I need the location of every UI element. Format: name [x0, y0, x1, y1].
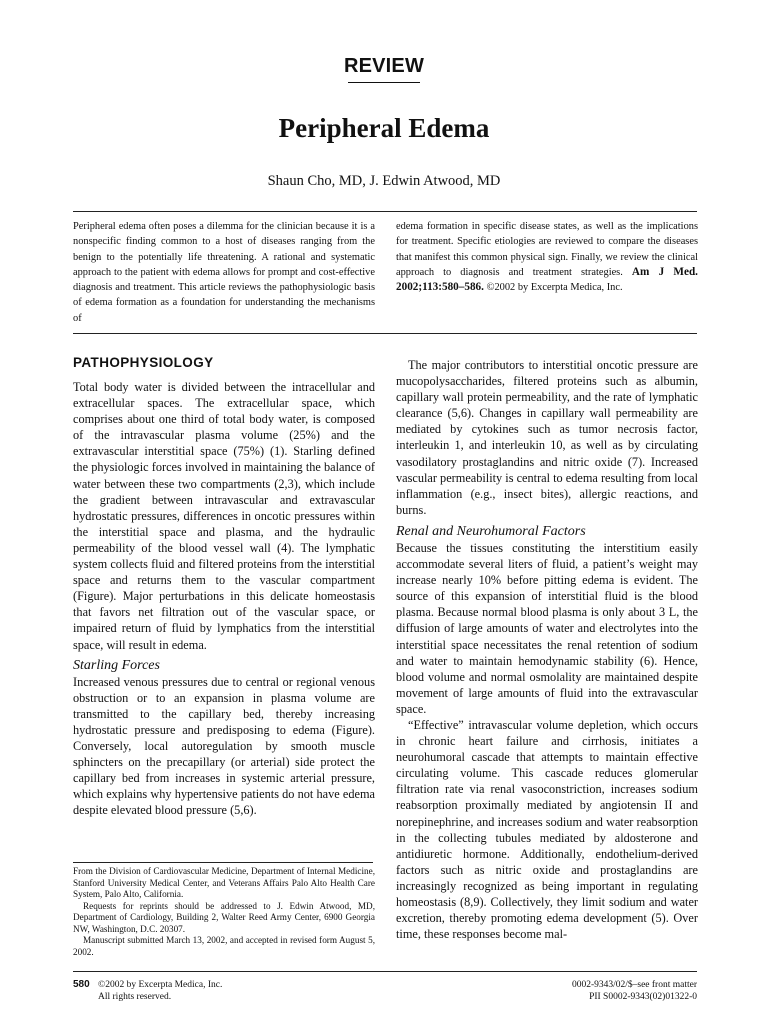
left-body-column — [73, 355, 375, 818]
footer-copyright-line1: ©2002 by Excerpta Medica, Inc. — [98, 980, 223, 990]
abstract-citation: Am J Med. 2002;113:580–586. — [396, 265, 698, 294]
abstract-text-left: Peripheral edema often poses a dilemma for the clinician because it is a nonspecific finding common to a host of diseases ranging from the benign to the potentially life threatening. A rational and systematic approach to the patient with edema allows for prompt and cost-effective diagnosis and treatment. This article reviews the pathophysiologic basis of edema formation as a foundation for understanding the mechanisms of — [73, 221, 375, 324]
paragraph-body-water: Total body water is divided between the intracellular and extracellular spaces. The extracellular space, which comprises about one third of total body water, is composed of the intravascular plasma volume (25%) and the extravascular interstitial space (75%) (1). Starling defined the physiologic forces involved in maintaining the balance of water between these two compartments (2,3), which include the gradient between intravascular and extravascular hydrostatic pressures, differences in oncotic pressures within the interstitial space and plasma, and the hydraulic permeability of the blood vessel wall (4). The lymphatic system collects fluid and filtered proteins from the interstitial space and returns them to the vascular compartment (Figure). Major perturbations in this delicate homeostasis that favors net filtration out of the vascular space, or impaired return of fluid by lymphatics from the interstitial space, will result in edema. — [73, 380, 375, 652]
subheading-renal-neurohumoral: Renal and Neurohumoral Factors — [396, 523, 586, 539]
abstract-right-column — [396, 219, 698, 295]
footer-copyright-line2: All rights reserved. — [98, 992, 172, 1002]
paragraph-effective-volume-depletion: “Effective” intravascular volume depletion, which occurs in chronic heart failure and cirrhosis, initiates a neurohumoral cascade that attempts to maintain effective circulating volume. This cascade reduces glomerular filtration rate via renal vasoconstriction, increases sodium reabsorption proximally mediated by angiotensin II and norepinephrine, and increases sodium and water reabsorption in the collecting tubules mediated by aldosterone and antidiuretic hormone. Additionally, endothelium-derived factors such as nitric oxide and prostaglandins are increasingly recognized as being important in regulating homeostasis (8,9). Collectively, they limit sodium and water excretion, thereby promoting edema development (5). Over time, these responses become mal- — [396, 717, 698, 942]
paragraph-interstitium-fluid: Because the tissues constituting the interstitium easily accommodate several liters of fluid, a patient’s weight may increase nearly 10% before pitting edema is evident. The source of this expansion of interstitial fluid is the blood plasma. Because normal blood plasma is only about 3 L, the diffusion of large amounts of water and electrolytes into the interstitial space necessitates the renal retention of sodium and water to maintain hemodynamic stability (6). Hence, blood volume and normal osmolality are maintained despite movement of large amounts of fluid into the extravascular space. — [396, 540, 698, 716]
footnote — [73, 866, 375, 958]
heading-pathophysiology: PATHOPHYSIOLOGY — [73, 355, 214, 370]
page-number: 580 — [73, 979, 90, 990]
right-body-column — [396, 357, 698, 942]
footer-copyright — [98, 979, 222, 1003]
abstract-rule-top — [73, 211, 697, 212]
abstract-left-column — [73, 219, 375, 326]
footer-issn: 0002-9343/02/$–see front matter — [571, 980, 697, 990]
footnote-reprints: Requests for reprints should be addressed to J. Edwin Atwood, MD, Department of Cardiology, Building 2, Walter Reed Army Center, 6900 Georgia NW, Washington, D.C. 20307. — [73, 900, 375, 934]
abstract-text-right: edema formation in specific disease states, as well as the implications for treatment. Specific etiologies are reviewed to compare the diseases that manifest this common physical sign. Finally, we review the clinical approach to diagnosis and treatment strategies. — [396, 221, 698, 278]
authors: Shaun Cho, MD, J. Edwin Atwood, MD — [267, 173, 501, 189]
footer-rule — [73, 971, 697, 972]
footnote-manuscript: Manuscript submitted March 13, 2002, and accepted in revised form August 5, 2002. — [73, 935, 375, 957]
footnote-affiliation: From the Division of Cardiovascular Medicine, Department of Internal Medicine, Stanford University Medical Center, and Veterans Affairs Palo Alto Health Care System, Palo Alto, California. — [73, 866, 375, 899]
subheading-starling-forces: Starling Forces — [73, 657, 160, 673]
footer-pii: PII S0002-9343(02)01322-0 — [589, 992, 697, 1002]
section-label: REVIEW — [343, 55, 425, 77]
section-label-underline — [348, 82, 420, 83]
paragraph-venous-pressures: Increased venous pressures due to central or regional venous obstruction or to an expansion in plasma volume are transmitted to the capillary bed, thereby increasing hydrostatic pressure and predisposing to edema (Figure). Conversely, local autoregulation by smooth muscle sphincters on the precapillary (or arterial) side protect the capillary bed from increases in systemic arterial pressure, which explains why hypertensive patients do not have edema despite elevated blood pressure (5,6). — [73, 674, 375, 818]
footer-identifiers — [572, 979, 697, 1003]
abstract-copyright: ©2002 by Excerpta Medica, Inc. — [486, 282, 623, 294]
abstract-rule-bottom — [73, 333, 697, 334]
article-title: Peripheral Edema — [278, 113, 490, 143]
footnote-rule — [73, 862, 373, 863]
paragraph-oncotic-pressure: The major contributors to interstitial oncotic pressure are mucopolysaccharides, filtered proteins such as albumin, capillary wall protein permeability, and the rate of lymphatic clearance (5,6). Changes in capillary wall permeability are mediated by cytokines such as tumor necrosis factor, interleukin 1, and interleukin 10, as well as by circulating vasodilatory prostaglandins and nitric oxide (7). Increased vascular permeability is central to edema resulting from local inflammation (e.g., insect bites), allergic reactions, and burns. — [396, 358, 698, 517]
